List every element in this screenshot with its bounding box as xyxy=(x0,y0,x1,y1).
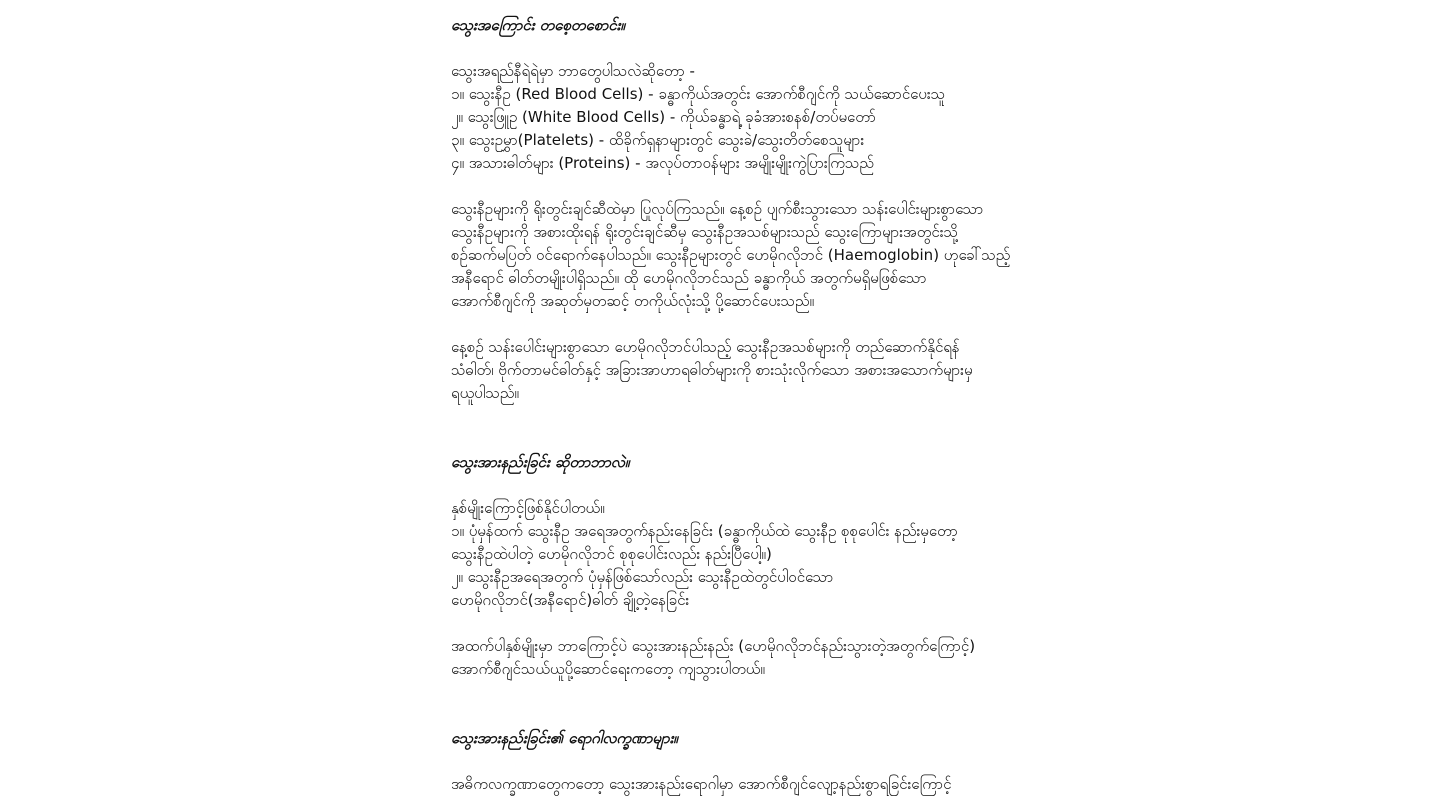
spacer xyxy=(451,405,1031,451)
paragraph-line: အနီရောင် ဓါတ်တမျိုးပါရှိသည်။ ထို ဟေမိုဂလိုဘင်သည် ခန္ဓာကိုယ် အတွက်မရှိမဖြစ်သော xyxy=(451,269,927,287)
paragraph-line: အောက်စီဂျင်ကို အဆုတ်မှတဆင့် တကိုယ်လုံးသို့ ပို့ဆောင်ပေးသည်။ xyxy=(451,292,815,310)
paragraph-line: သံဓါတ်၊ ဗိုက်တာမင်ဓါတ်နှင့် အခြားအာဟာရဓါတ်များကို စားသုံးလိုက်သော အစားအသောက်များမှ xyxy=(451,361,973,379)
intro-line: နှစ်မျိုးကြောင့်ဖြစ်နိုင်ပါတယ်။ xyxy=(451,499,605,517)
spacer xyxy=(451,37,1031,60)
paragraph-line: အောက်စီဂျင်သယ်ယူပို့ဆောင်ရေးကတော့ ကျသွားပါတယ်။ xyxy=(451,660,765,678)
heading-anemia-symptoms: သွေးအားနည်းခြင်း၏ ရောဂါလက္ခဏာများ။ xyxy=(451,729,678,747)
list-item: ၁။ ပုံမှန်ထက် သွေးနီဥ အရေအတွက်နည်းနေခြင်း (ခန္ဓာကိုယ်ထဲ သွေးနီဥ စုစုပေါင်း နည်းမှတော့ xyxy=(451,522,958,540)
list-item: ၂။ သွေးနီဥအရေအတွက် ပုံမှန်ဖြစ်သော်လည်း သွေးနီဥထဲတွင်ပါဝင်သော xyxy=(451,568,834,586)
heading-blood-overview: သွေးအကြောင်း တစေ့တစောင်း။ xyxy=(451,16,626,34)
spacer xyxy=(451,750,1031,773)
spacer xyxy=(451,612,1031,635)
paragraph-line: စဉ်ဆက်မပြတ် ဝင်ရောက်နေပါသည်။ သွေးနီဥများတွင် ဟေမိုဂလိုဘင် (Haemoglobin) ဟုခေါ်သည့် xyxy=(451,246,1011,264)
list-item: သွေးနီဥထဲပါတဲ့ ဟေမိုဂလိုဘင် စုစုပေါင်းလည်း နည်းပြီပေါ့။) xyxy=(451,545,772,563)
list-item: ဟေမိုဂလိုဘင်(အနီရောင်)ဓါတ် ချို့တဲ့နေခြင်း xyxy=(451,591,690,609)
spacer xyxy=(451,175,1031,198)
spacer xyxy=(451,681,1031,727)
paragraph-line: အထက်ပါနှစ်မျိုးမှာ ဘာကြောင့်ပဲ သွေးအားနည်းနည်း (ဟေမိုဂလိုဘင်နည်းသွားတဲ့အတွက်ကြောင့်) xyxy=(451,637,976,655)
paragraph-line: နေ့စဉ် သန်းပေါင်းများစွာသော ဟေမိုဂလိုဘင်ပါသည့် သွေးနီဥအသစ်များကို တည်ဆောက်နိုင်ရန် xyxy=(451,338,960,356)
intro-line: သွေးအရည်နီရဲရဲမှာ ဘာတွေပါသလဲဆိုတော့ - xyxy=(451,62,695,80)
spacer xyxy=(451,313,1031,336)
paragraph-line: အဓိကလက္ခဏာတွေကတော့ သွေးအားနည်းရောဂါမှာ အောက်စီဂျင်လျော့နည်းစွာရခြင်းကြောင့် xyxy=(451,775,952,793)
document-body xyxy=(451,14,1031,796)
spacer xyxy=(451,474,1031,497)
paragraph-line: သွေးနီဥများကို ရိုးတွင်းချင်ဆီထဲမှာ ပြုလုပ်ကြသည်။ နေ့စဉ် ပျက်စီးသွားသော သန်းပေါင်းများစွာသော xyxy=(451,200,984,218)
heading-anemia-definition: သွေးအားနည်းခြင်း ဆိုတာဘာလဲ။ xyxy=(451,453,630,471)
paragraph-line: သွေးနီဥများကို အစားထိုးရန် ရိုးတွင်းချင်ဆီမှ သွေးနီဥအသစ်များသည် သွေးကြောများအတွင်းသို့ xyxy=(451,223,959,241)
paragraph-line: ရယူပါသည်။ xyxy=(451,384,519,402)
list-item: ၄။ အသားဓါတ်များ (Proteins) - အလုပ်တာဝန်များ အမျိုးမျိုးကွဲပြားကြသည် xyxy=(451,154,874,172)
list-item: ၃။ သွေးဥမွှာ(Platelets) - ထိခိုက်ရှနာများတွင် သွေးခဲ/သွေးတိတ်စေသူများ xyxy=(451,131,865,149)
list-item: ၁။ သွေးနီဥ (Red Blood Cells) - ခန္ဓာကိုယ်အတွင်း အောက်စီဂျင်ကို သယ်ဆောင်ပေးသူ xyxy=(451,85,946,103)
list-item: ၂။ သွေးဖြူဥ (White Blood Cells) - ကိုယ်ခန္ဓာရဲ့ ခုခံအားစနစ်/တပ်မတော် xyxy=(451,108,876,126)
